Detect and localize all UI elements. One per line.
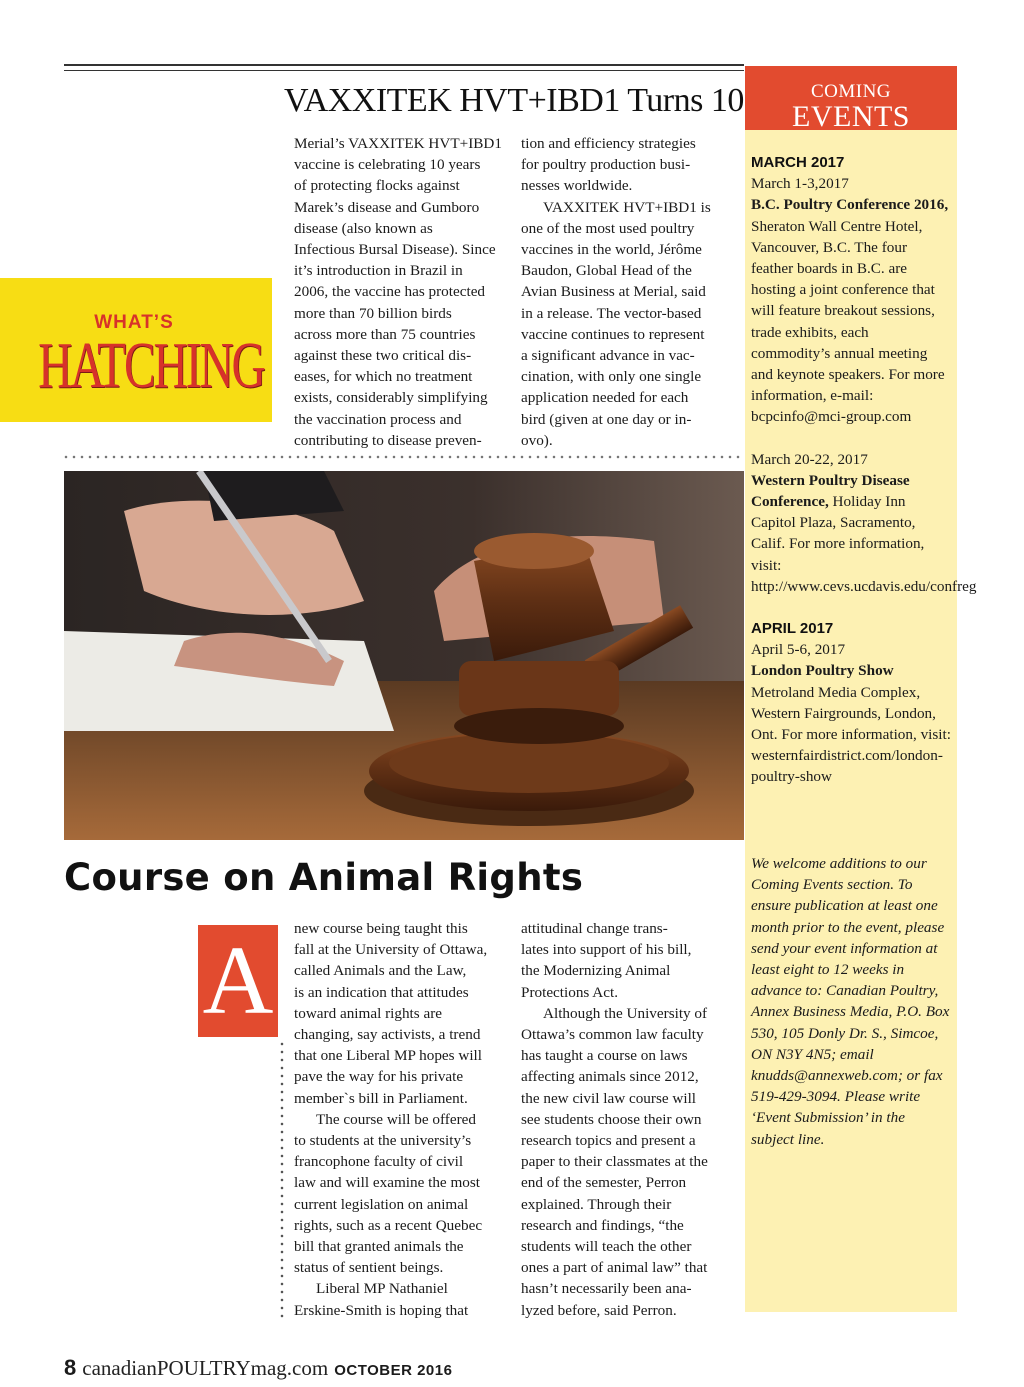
- top-rule: [64, 64, 744, 66]
- text-line: ones a part of animal law” that: [521, 1259, 708, 1277]
- text-line: research and findings, “the: [521, 1216, 684, 1234]
- submission-note-text: We welcome additions to our Coming Events section. To ensure publication at least one month prior to the event, please send your event information at least eight to 12 weeks in advance to: Canadian Poultry, Annex Business Media, P.O. Box 530, 105 Donly Dr. S., Simcoe, ON N3Y 4N5; email knudds@annexweb.com; or fax 519-429-3094. Please write ‘Event Submission’ in the subject line.: [751, 855, 950, 1148]
- text-line: hasn’t necessarily been ana-: [521, 1280, 692, 1298]
- text-line: has taught a course on laws: [521, 1047, 688, 1065]
- issue-date: OCTOBER 2016: [334, 1362, 453, 1379]
- events-submission-note: [751, 853, 951, 1150]
- text-line: fall at the University of Ottawa,: [294, 941, 488, 959]
- site-url: canadianPOULTRYmag.com: [82, 1356, 329, 1380]
- text-line: changing, say activists, a trend: [294, 1026, 481, 1044]
- event3-desc: Metroland Media Complex, Western Fairgrounds, London, Ont. For more information, visit: westernfairdistrict.com/london-poultry-show: [751, 683, 951, 786]
- text-line: member`s bill in Parliament.: [294, 1089, 468, 1107]
- article2-col1c-lines: [294, 1278, 509, 1320]
- text-line: rights, such as a recent Quebec: [294, 1216, 483, 1234]
- text-line: called Animals and the Law,: [294, 962, 467, 980]
- dotted-divider: [62, 455, 744, 459]
- text-line: exists, considerably simplifying: [294, 389, 488, 407]
- article2-column-1: [294, 918, 509, 1321]
- text-line: Protections Act.: [521, 983, 619, 1001]
- tag-line1: WHAT’S: [94, 312, 174, 333]
- tag-line2: HATCHING: [38, 329, 264, 402]
- text-line: vaccine continues to represent: [521, 325, 705, 343]
- event2-body: [751, 470, 977, 597]
- text-line: end of the semester, Perron: [521, 1174, 687, 1192]
- text-line: Although the University of: [543, 1004, 708, 1022]
- month-april-heading: APRIL 2017: [751, 620, 834, 638]
- text-line: to students at the university’s: [294, 1132, 472, 1150]
- text-line: Erskine-Smith is hoping that: [294, 1301, 469, 1319]
- text-line: cination, with only one single: [521, 368, 702, 386]
- event1-name: B.C. Poultry Conference 2016,: [751, 196, 949, 214]
- events-list: [751, 152, 977, 788]
- text-line: it’s introduction in Brazil in: [294, 262, 463, 280]
- text-line: see students choose their own: [521, 1110, 702, 1128]
- event3-date: April 5-6, 2017: [751, 641, 846, 659]
- text-line: against these two critical dis-: [294, 347, 472, 365]
- text-line: more than 70 billion birds: [294, 304, 452, 322]
- text-line: disease (also known as: [294, 219, 433, 237]
- text-line: students will teach the other: [521, 1238, 692, 1256]
- text-line: paper to their classmates at the: [521, 1153, 708, 1171]
- text-line: toward animal rights are: [294, 1004, 443, 1022]
- article1-col1-lines: [294, 133, 509, 451]
- text-line: Infectious Bursal Disease). Since: [294, 241, 496, 259]
- text-line: is an indication that attitudes: [294, 983, 469, 1001]
- text-line: law and will examine the most: [294, 1174, 481, 1192]
- article2-col2a-lines: [521, 918, 736, 1003]
- vertical-dotted-rule: [280, 1040, 284, 1318]
- event2-name: Western Poultry Disease Conference,: [751, 471, 910, 511]
- top-rule-thin: [64, 70, 744, 71]
- page-footer: [64, 1355, 452, 1384]
- text-line: attitudinal change trans-: [521, 920, 668, 937]
- text-line: for poultry production busi-: [521, 156, 691, 174]
- text-line: eases, for which no treatment: [294, 368, 473, 386]
- text-line: 2006, the vaccine has protected: [294, 283, 486, 301]
- article2-headline: Course on Animal Rights: [64, 856, 584, 899]
- events-label: EVENTS: [792, 100, 910, 133]
- month-march-heading: MARCH 2017: [751, 154, 845, 171]
- article1-headline: VAXXITEK HVT+IBD1 Turns 10: [284, 82, 744, 119]
- text-line: across more than 75 countries: [294, 325, 476, 343]
- text-line: lyzed before, said Perron.: [521, 1301, 677, 1319]
- text-line: status of sentient beings.: [294, 1259, 444, 1277]
- article2-col1a-lines: [294, 918, 509, 1109]
- text-line: pave the way for his private: [294, 1068, 464, 1086]
- text-line: Liberal MP Nathaniel: [316, 1280, 448, 1298]
- text-line: bird (given at one day or in-: [521, 410, 692, 428]
- text-line: tion and efficiency strategies: [521, 135, 696, 152]
- gavel-illustration: [64, 471, 744, 840]
- drop-cap: A: [198, 925, 278, 1037]
- text-line: of protecting flocks against: [294, 177, 460, 195]
- text-line: Avian Business at Merial, said: [521, 283, 706, 301]
- coming-label: COMING: [810, 81, 892, 102]
- text-line: bill that granted animals the: [294, 1238, 464, 1256]
- text-line: application needed for each: [521, 389, 689, 407]
- event1-body: [751, 194, 951, 427]
- article1-col2a-lines: [521, 133, 736, 197]
- page-number: 8: [64, 1355, 77, 1380]
- gavel-photo: [64, 471, 744, 840]
- text-line: that one Liberal MP hopes will: [294, 1047, 482, 1065]
- text-line: one of the most used poultry: [521, 219, 695, 237]
- coming-events-header: [745, 66, 957, 133]
- article2-col1b-lines: [294, 1109, 509, 1279]
- text-line: lates into support of his bill,: [521, 941, 692, 959]
- event1-date: March 1-3,2017: [751, 175, 849, 193]
- article2-col2b-lines: [521, 1003, 736, 1321]
- text-line: the vaccination process and: [294, 410, 462, 428]
- text-line: current legislation on animal: [294, 1195, 469, 1213]
- article2-column-2: [521, 918, 736, 1321]
- article1-column-2: [521, 133, 736, 451]
- text-line: Baudon, Global Head of the: [521, 262, 692, 280]
- event2-date: March 20-22, 2017: [751, 450, 868, 468]
- text-line: The course will be offered: [316, 1110, 476, 1128]
- text-line: contributing to disease preven-: [294, 431, 482, 449]
- event1-desc: Sheraton Wall Centre Hotel, Vancouver, B.C. The four feather boards in B.C. are hosting a joint conference that will feature breakout sessions, trade exhibits, each commodity’s annual meeting and keynote speakers. For more information, e-mail: bcpcinfo@mci-group.com: [751, 217, 945, 426]
- text-line: explained. Through their: [521, 1195, 672, 1213]
- text-line: VAXXITEK HVT+IBD1 is: [543, 198, 711, 216]
- text-line: research topics and present a: [521, 1132, 696, 1150]
- text-line: ovo).: [521, 431, 553, 449]
- text-line: vaccine is celebrating 10 years: [294, 156, 481, 174]
- text-line: the Modernizing Animal: [521, 962, 671, 980]
- article1-column-1: [294, 133, 509, 451]
- text-line: nesses worldwide.: [521, 177, 633, 195]
- whats-hatching-tag: [0, 278, 272, 422]
- text-line: francophone faculty of civil: [294, 1153, 464, 1171]
- article1-col2b-lines: [521, 197, 736, 451]
- text-line: Marek’s disease and Gumboro: [294, 198, 480, 216]
- text-line: in a release. The vector-based: [521, 304, 702, 322]
- event3-name: [751, 660, 951, 681]
- event2-desc: Holiday Inn Capitol Plaza, Sacramento, Calif. For more information, visit: http://www.cevs.ucdavis.edu/confreg: [751, 493, 977, 595]
- text-line: Merial’s VAXXITEK HVT+IBD1: [294, 135, 502, 152]
- event3-name-text: London Poultry Show: [751, 662, 894, 680]
- text-line: new course being taught this: [294, 920, 468, 937]
- text-line: affecting animals since 2012,: [521, 1068, 699, 1086]
- text-line: a significant advance in vac-: [521, 347, 695, 365]
- text-line: Ottawa’s common law faculty: [521, 1026, 704, 1044]
- text-line: the new civil law course will: [521, 1089, 697, 1107]
- text-line: vaccines in the world, Jérôme: [521, 241, 702, 259]
